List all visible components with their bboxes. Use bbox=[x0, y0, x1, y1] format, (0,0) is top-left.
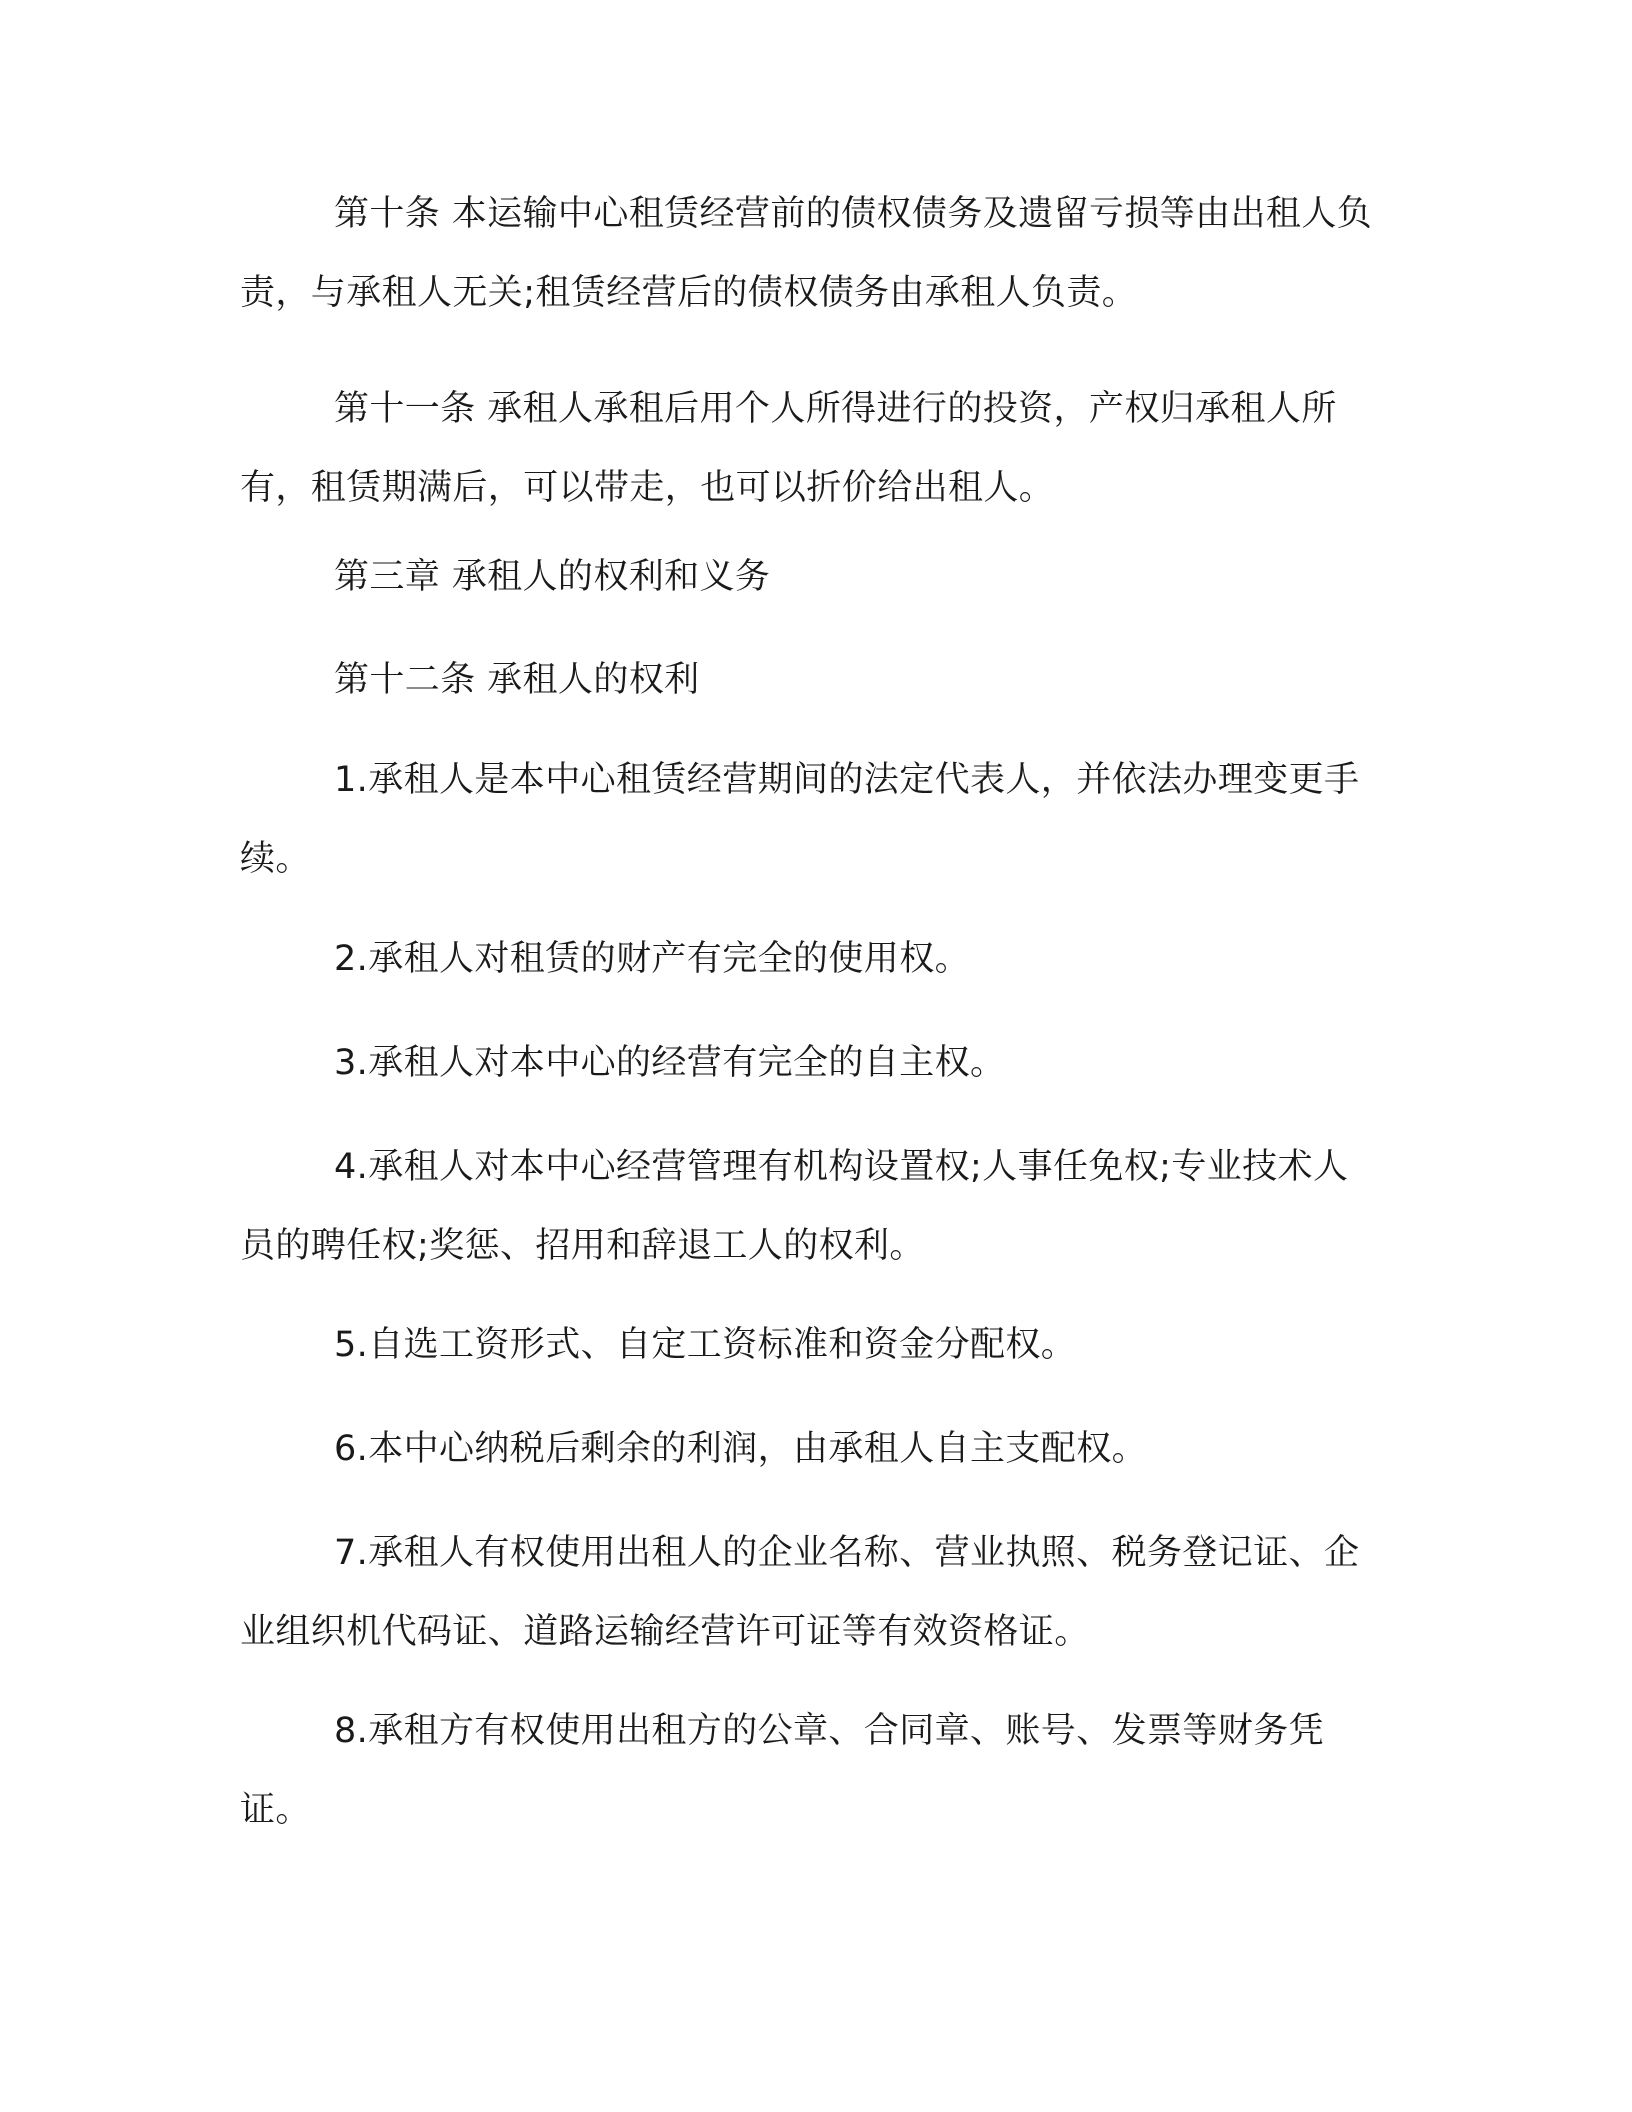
rights-item-3: 3.承租人对本中心的经营有完全的自主权。 bbox=[334, 1043, 1006, 1083]
rights-item-4: 4.承租人对本中心经营管理有机构设置权;人事任免权;专业技术人员的聘任权;奖惩、招用和辞退工人的权利。 bbox=[240, 1147, 1349, 1266]
article-12-heading: 第十二条 承租人的权利 bbox=[334, 660, 700, 700]
rights-item-8: 8.承租方有权使用出租方的公章、合同章、账号、发票等财务凭证。 bbox=[240, 1711, 1324, 1830]
rights-item-6: 6.本中心纳税后剩余的利润，由承租人自主支配权。 bbox=[334, 1429, 1147, 1469]
rights-item-7: 7.承租人有权使用出租人的企业名称、营业执照、税务登记证、企业组织机代码证、道路运输经营许可证等有效资格证。 bbox=[240, 1533, 1360, 1652]
chapter-3-heading: 第三章 承租人的权利和义务 bbox=[334, 557, 771, 597]
article-10-paragraph: 第十条 本运输中心租赁经营前的债权债务及遗留亏损等由出租人负责，与承租人无关;租赁经营后的债权债务由承租人负责。 bbox=[240, 194, 1373, 313]
rights-item-1: 1.承租人是本中心租赁经营期间的法定代表人，并依法办理变更手续。 bbox=[240, 760, 1360, 879]
article-11-paragraph: 第十一条 承租人承租后用个人所得进行的投资，产权归承租人所有，租赁期满后，可以带走，也可以折价给出租人。 bbox=[240, 389, 1337, 508]
rights-item-5: 5.自选工资形式、自定工资标准和资金分配权。 bbox=[334, 1325, 1077, 1365]
rights-item-2: 2.承租人对租赁的财产有完全的使用权。 bbox=[334, 939, 970, 979]
